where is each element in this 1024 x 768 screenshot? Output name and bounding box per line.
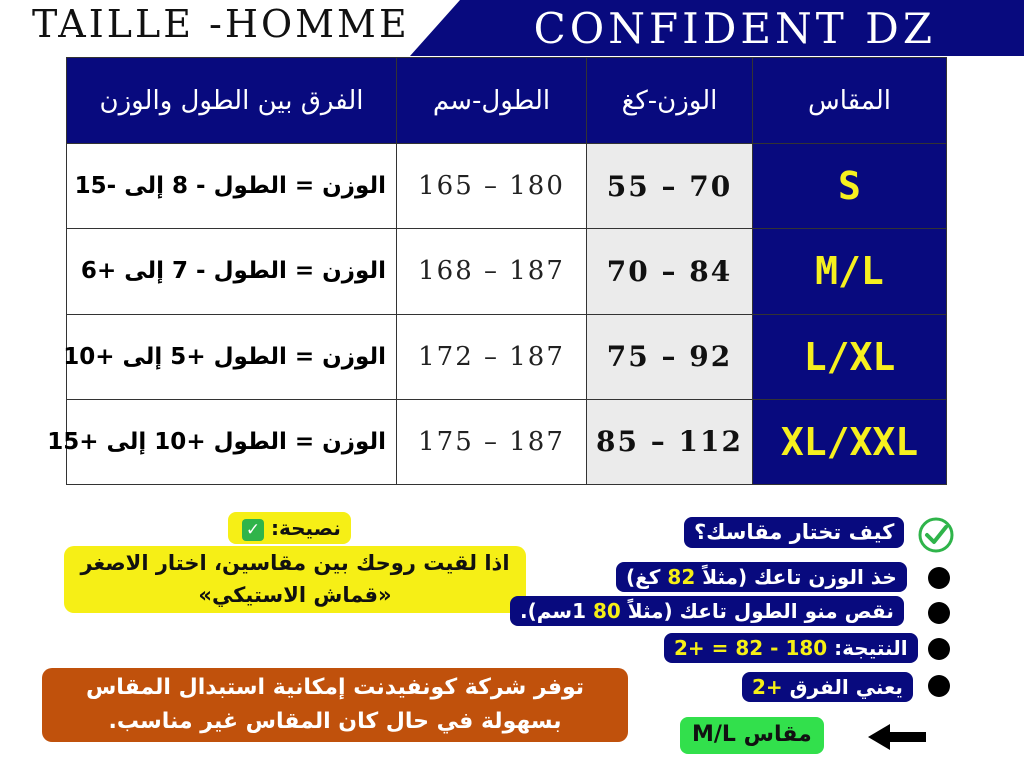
table-row bbox=[67, 144, 947, 229]
formula-cell: الوزن = الطول - 8 إلى -15 bbox=[67, 144, 397, 229]
tip-heading bbox=[228, 512, 351, 544]
formula-cell: الوزن = الطول - 7 إلى +6 bbox=[67, 229, 397, 314]
header-weight: الوزن-كغ bbox=[587, 58, 753, 144]
step-text: نقص منو الطول تاعك (مثلاً bbox=[620, 599, 894, 623]
step-highlight: 180 - 82 = +2 bbox=[674, 636, 828, 660]
result-word: مقاس bbox=[743, 722, 812, 747]
step-text: يعني الفرق bbox=[782, 675, 903, 699]
step-text: النتيجة: bbox=[827, 636, 908, 660]
size-cell: S bbox=[753, 144, 947, 229]
table-row bbox=[67, 314, 947, 399]
tip-heading-label: نصيحة bbox=[278, 516, 341, 540]
bullet-dot-icon bbox=[928, 675, 950, 697]
howto-title: كيف تختار مقاسك؟ bbox=[684, 517, 904, 548]
bullet-dot-icon bbox=[928, 567, 950, 589]
header-difference: الفرق بين الطول والوزن bbox=[67, 58, 397, 144]
formula-cell: الوزن = الطول +5 إلى +10 bbox=[67, 314, 397, 399]
howto-step-weight bbox=[616, 562, 907, 592]
table-row bbox=[67, 229, 947, 314]
tip-body: اذا لقيت روحك بين مقاسين، اختار الاصغر «قماش الاستيكي» bbox=[64, 546, 526, 613]
size-guide-title: TAILLE -HOMME bbox=[32, 2, 410, 46]
step-text: خذ الوزن تاعك (مثلاً bbox=[695, 565, 897, 589]
arrow-left-icon bbox=[868, 724, 928, 750]
table-header-row bbox=[67, 58, 947, 144]
height-cell: 165 – 180 bbox=[397, 144, 587, 229]
step-highlight: 82 bbox=[667, 565, 696, 589]
weight-cell: 55 – 70 bbox=[587, 144, 753, 229]
weight-cell: 70 – 84 bbox=[587, 229, 753, 314]
weight-cell: 85 – 112 bbox=[587, 399, 753, 484]
step-highlight: +2 bbox=[752, 675, 783, 699]
header-size: المقاس bbox=[753, 58, 947, 144]
height-cell: 168 – 187 bbox=[397, 229, 587, 314]
size-cell: XL/XXL bbox=[753, 399, 947, 484]
tip-colon: : bbox=[270, 516, 279, 540]
table-row bbox=[67, 399, 947, 484]
howto-step-difference bbox=[742, 672, 913, 702]
height-cell: 175 – 187 bbox=[397, 399, 587, 484]
check-circle-icon bbox=[917, 516, 955, 554]
result-size-badge bbox=[680, 717, 824, 754]
brand-name: CONFIDENT DZ bbox=[533, 4, 936, 53]
result-size: M/L bbox=[692, 722, 736, 747]
howto-step-height bbox=[510, 596, 904, 626]
exchange-note: توفر شركة كونفيدنت إمكانية استبدال المقاس بسهولة في حال كان المقاس غير مناسب. bbox=[42, 668, 628, 742]
header-height: الطول-سم bbox=[397, 58, 587, 144]
step-text: 1سم). bbox=[520, 599, 593, 623]
size-cell: M/L bbox=[753, 229, 947, 314]
formula-cell: الوزن = الطول +10 إلى +15 bbox=[67, 399, 397, 484]
weight-cell: 75 – 92 bbox=[587, 314, 753, 399]
check-mark-icon: ✓ bbox=[242, 519, 264, 541]
height-cell: 172 – 187 bbox=[397, 314, 587, 399]
bullet-dot-icon bbox=[928, 638, 950, 660]
howto-step-result bbox=[664, 633, 918, 663]
step-highlight: 80 bbox=[592, 599, 621, 623]
size-table bbox=[47, 57, 947, 485]
step-text: كغ) bbox=[626, 565, 668, 589]
size-cell: L/XL bbox=[753, 314, 947, 399]
bullet-dot-icon bbox=[928, 602, 950, 624]
